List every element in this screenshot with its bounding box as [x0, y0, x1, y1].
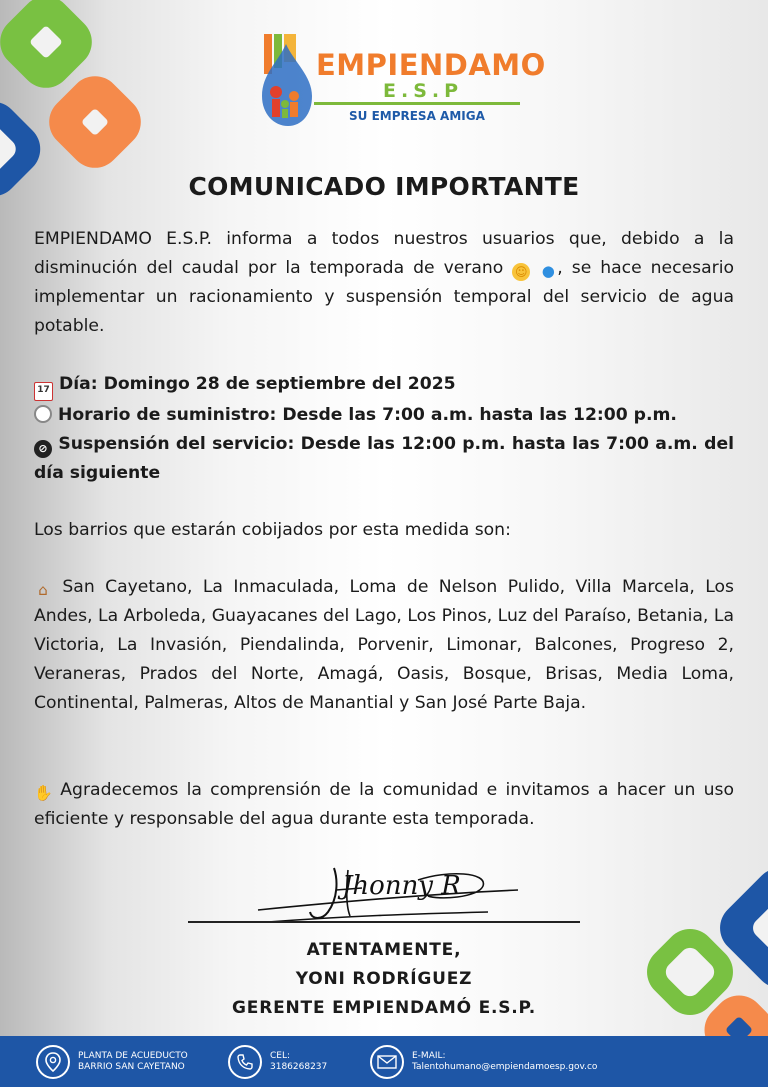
raised-hands-icon: ✋: [34, 784, 53, 802]
thanks-text: Agradecemos la comprensión de la comunidad e invitamos a hacer un uso eficiente y responsable del agua durante esta temporada.: [34, 780, 734, 829]
mail-icon: [370, 1045, 404, 1079]
schedule-block: [34, 370, 734, 488]
calendar-icon: 17: [34, 382, 53, 401]
signature-scrawl: Jhonny R: [342, 871, 461, 901]
intro-text-after: , se hace necesario implementar un racionamiento y suspensión temporal del servicio de agua potable.: [34, 258, 735, 336]
footer-phone-label: CEL:: [270, 1050, 291, 1061]
signer-role: GERENTE EMPIENDAMÓ E.S.P.: [232, 998, 536, 1018]
logo-mark-icon: [256, 30, 316, 130]
sun-icon: ☺: [512, 263, 530, 281]
footer-email-value[interactable]: Talentohumano@empiendamoesp.gov.co: [412, 1061, 598, 1072]
neighborhoods-intro: Los barrios que estarán cobijados por esta medida son:: [34, 520, 511, 540]
intro-paragraph: [34, 225, 734, 341]
water-drop-icon: ●: [541, 262, 555, 280]
footer-email-label: E-MAIL:: [412, 1050, 446, 1061]
footer-location-line2: BARRIO SAN CAYETANO: [78, 1061, 185, 1072]
footer-bar: [0, 1036, 768, 1087]
closing-greeting: ATENTAMENTE,: [306, 940, 462, 960]
houses-icon: ⌂: [38, 581, 48, 599]
signature-area: [188, 850, 580, 930]
intro-text-before: EMPIENDAMO E.S.P. informa a todos nuestros usuarios que, debido a la disminución del caudal por la temporada de verano: [34, 229, 734, 278]
footer-phone: [228, 1036, 327, 1087]
location-pin-icon: [36, 1045, 70, 1079]
thanks-paragraph: [34, 776, 734, 834]
handwritten-signature: [188, 850, 580, 930]
signature-line: [188, 921, 580, 923]
neighborhoods-paragraph: [34, 573, 734, 718]
logo-name: EMPIENDAMO: [316, 48, 546, 82]
schedule-day-text: Día: Domingo 28 de septiembre del 2025: [58, 374, 456, 394]
logo-divider: [314, 102, 520, 105]
logo-slogan: SU EMPRESA AMIGA: [349, 109, 485, 123]
schedule-supply: [34, 401, 734, 430]
footer-phone-value[interactable]: 3186268237: [270, 1061, 328, 1072]
schedule-suspension: [34, 430, 734, 488]
page-title: COMUNICADO IMPORTANTE: [188, 172, 580, 201]
no-water-icon: ⊘: [34, 440, 52, 458]
schedule-suspension-text: Suspensión del servicio: Desde las 12:00 p.m. hasta las 7:00 a.m. del día siguiente: [34, 434, 735, 483]
neighborhoods-list: San Cayetano, La Inmaculada, Loma de Nelson Pulido, Villa Marcela, Los Andes, La Arboleda, Guayacanes del Lago, Los Pinos, Luz del Paraíso, Betania, La Victoria, La Invasión, Piendalinda, Porvenir, Limonar, Balcones, Progreso 2, Veraneras, Prados del Norte, Amagá, Oasis, Bosque, Brisas, Media Loma, Continental, Palmeras, Altos de Manantial y San José Parte Baja.: [34, 577, 735, 713]
signer-name: YONI RODRÍGUEZ: [295, 969, 473, 989]
footer-location: [36, 1036, 188, 1087]
schedule-supply-text: Horario de suministro: Desde las 7:00 a.m. hasta las 12:00 p.m.: [57, 405, 677, 425]
footer-location-line1: PLANTA DE ACUEDUCTO: [78, 1050, 188, 1061]
footer-email: [370, 1036, 597, 1087]
logo-esp: E.S.P: [383, 80, 464, 102]
schedule-day: [34, 370, 734, 401]
phone-icon: [228, 1045, 262, 1079]
company-logo: [256, 30, 546, 130]
clock-icon: [34, 405, 52, 423]
